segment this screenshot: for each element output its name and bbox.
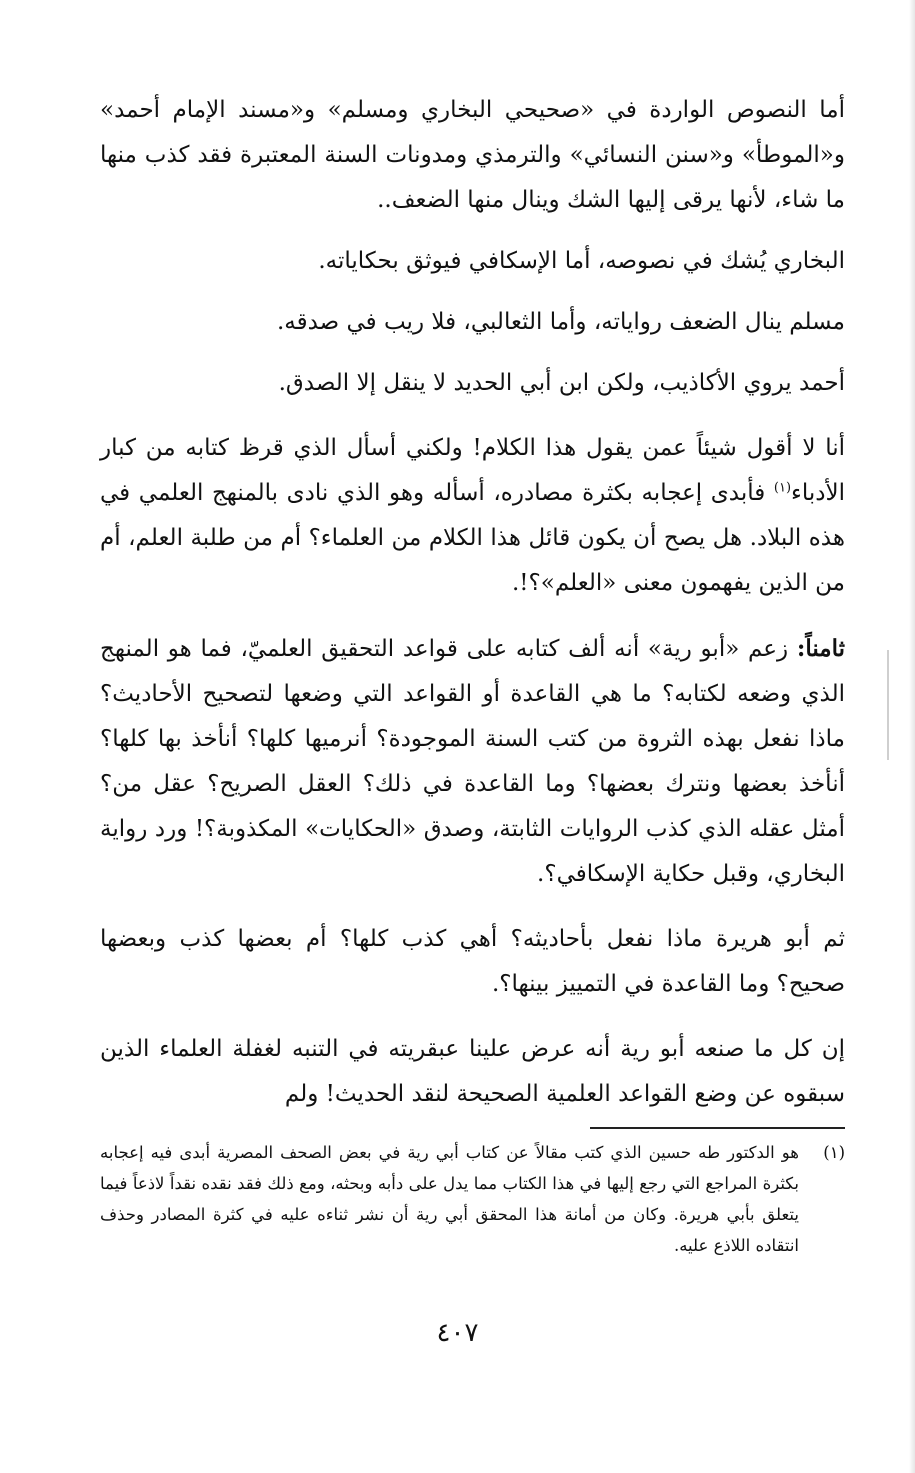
margin-mark [887, 650, 889, 760]
paragraph-6-text: زعم «أبو رية» أنه ألف كتابه على قواعد التحقيق العلميّ، فما هو المنهج الذي وضعه لكتابه؟ ما هي القاعدة أو القواعد التي وضعها لتصحيح الأحاديث؟ ماذا نفعل بهذه الثروة من كتب السنة الموجودة؟ أنرميها كلها؟ أنأخذ بها كلها؟ أنأخذ بعضها ونترك بعضها؟ وما القاعدة في ذلك؟ العقل الصريح؟ عقل من؟ أمثل عقله الذي كذب الروايات الثابتة، وصدق «الحكايات» المكذوبة؟! ورد رواية البخاري، وقبل حكاية الإسكافي؟. [100, 636, 845, 887]
paragraph-8: إن كل ما صنعه أبو رية أنه عرض علينا عبقريته في التنبه لغفلة العلماء الذين سبقوه عن وضع القواعد العلمية الصحيحة لنقد الحديث! ولم [100, 1036, 845, 1107]
footnote-divider [590, 1127, 845, 1129]
footnote-reference: (١) [773, 480, 792, 496]
paragraph-1: أما النصوص الواردة في «صحيحي البخاري ومسلم» و«مسند الإمام أحمد» و«الموطأ» و«سنن النسائي» والترمذي ومدونات السنة المعتبرة فقد كذب منها ما شاء، لأنها يرقى إليها الشك وينال منها الضعف.. [100, 97, 845, 213]
page-number: ٤٠٧ [436, 1318, 479, 1348]
footnotes [100, 1137, 845, 1261]
footnote-number: (١) [823, 1143, 845, 1162]
paragraph-3: مسلم ينال الضعف رواياته، وأما الثعالبي، فلا ريب في صدقه. [276, 309, 845, 335]
paragraph-4: أحمد يروي الأكاذيب، ولكن ابن أبي الحديد لا ينقل إلا الصدق. [278, 370, 845, 396]
paragraph-7: ثم أبو هريرة ماذا نفعل بأحاديثه؟ أهي كذب كلها؟ أم بعضها كذب وبعضها صحيح؟ وما القاعدة في التمييز بينها؟. [100, 926, 845, 997]
page-edge-shadow [909, 0, 915, 1473]
footnote-text: هو الدكتور طه حسين الذي كتب مقالاً عن كتاب أبي رية في بعض الصحف المصرية أبدى فيه إعجابه بكثرة المراجع التي رجع إليها في هذا الكتاب مما يدل على دأبه وبحثه، ومع ذلك فقد نقده نقداً لاذعاً فيما يتعلق بأبي هريرة. وكان من أمانة هذا المحقق أبي رية أن نشر ثناءه عليه في كثرة المصادر وحذف انتقاده اللاذع عليه. [100, 1143, 799, 1255]
paragraph-2: البخاري يُشك في نصوصه، أما الإسكافي فيوثق بحكاياته. [318, 248, 845, 274]
main-text [100, 88, 845, 1137]
footnote-1 [100, 1137, 845, 1261]
paragraph-6 [100, 626, 845, 897]
paragraph-5 [100, 426, 845, 606]
paragraph-5-start: أنا لا أقول شيئاً عمن يقول هذا الكلام! ولكني أسأل الذي قرظ كتابه من كبار الأدباء [100, 435, 845, 506]
paragraph-5-end: فأبدى إعجابه بكثرة مصادره، أسأله وهو الذي نادى بالمنهج العلمي في هذه البلاد. هل يصح أن يكون قائل هذا الكلام من العلماء؟ أم من طلبة العلم، أم من الذين يفهمون معنى «العلم»؟!. [100, 480, 845, 596]
section-lead-label: ثامناً: [796, 635, 845, 662]
